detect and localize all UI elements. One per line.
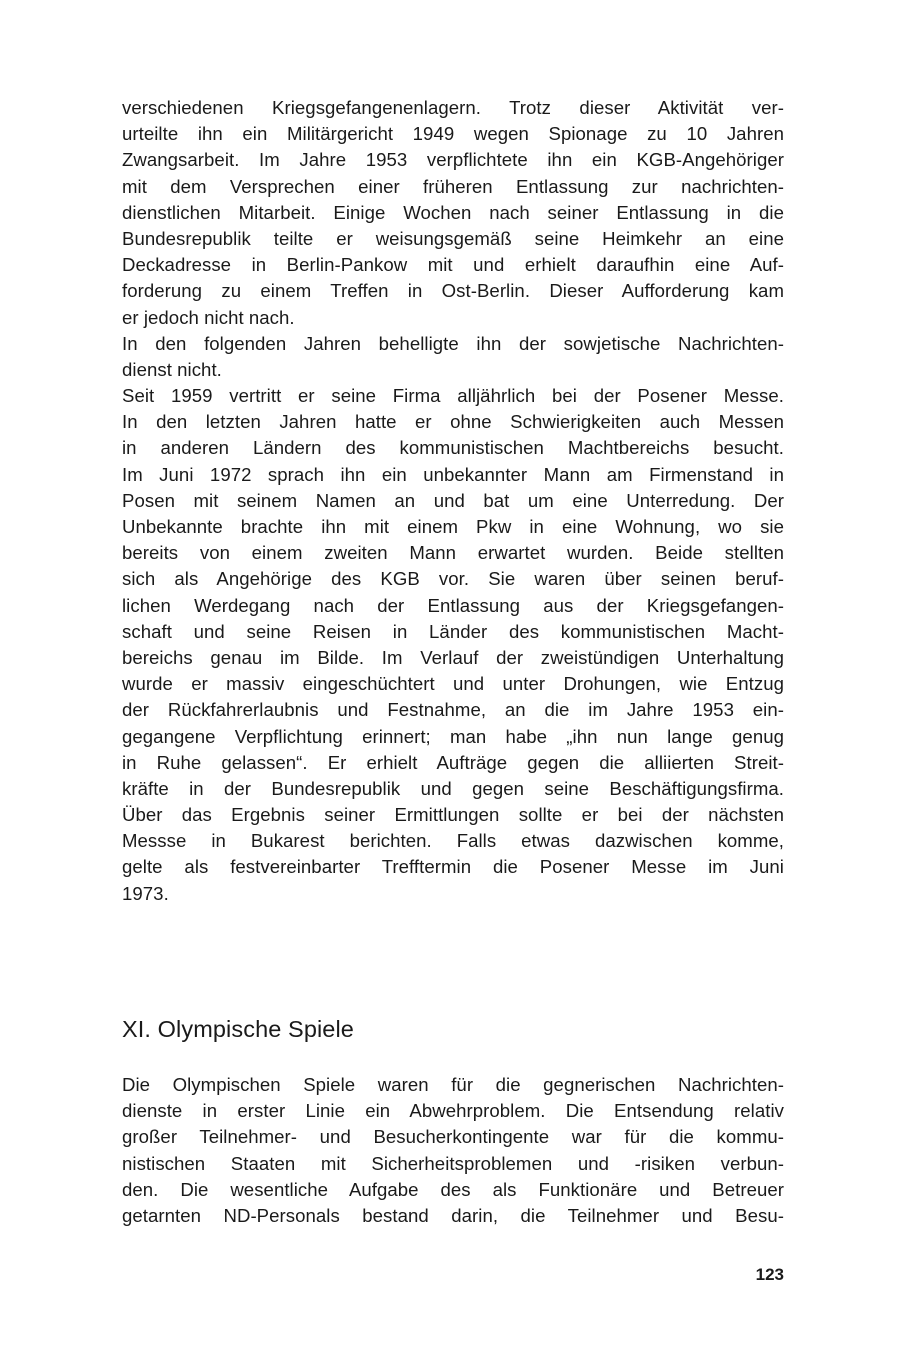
text-line: Zwangsarbeit. Im Jahre 1953 verpflichtete ihn ein KGB-Angehöriger	[122, 149, 784, 171]
section-heading: XI. Olympische Spiele	[122, 1016, 354, 1042]
text-line: gegangene Verpflichtung erinnert; man habe „ihn nun lange genug	[122, 725, 784, 747]
text-line: bereits von einem zweiten Mann erwartet wurden. Beide stellten	[122, 542, 784, 564]
text-line: er jedoch nicht nach.	[122, 306, 295, 328]
text-line: 1973.	[122, 882, 169, 904]
text-line: Unbekannte brachte ihn mit einem Pkw in eine Wohnung, wo sie	[122, 516, 784, 537]
text-line: in Ruhe gelassen“. Er erhielt Aufträge gegen die alliierten Streit-	[122, 751, 784, 773]
text-line: in anderen Ländern des kommunistischen Machtbereichs besucht.	[122, 437, 784, 459]
body-text-upper	[122, 95, 784, 907]
text-line: Messse in Bukarest berichten. Falls etwas dazwischen komme,	[122, 830, 784, 852]
text-line: schaft und seine Reisen in Länder des kommunistischen Macht-	[122, 620, 784, 642]
text-line: Die Olympischen Spiele waren für die gegnerischen Nachrichten-	[122, 1074, 784, 1095]
text-line: getarnten ND-Personals bestand darin, die Teilnehmer und Besu-	[122, 1204, 784, 1226]
text-line: In den letzten Jahren hatte er ohne Schwierigkeiten auch Messen	[122, 411, 784, 433]
text-line: In den folgenden Jahren behelligte ihn der sowjetische Nachrichten-	[122, 332, 784, 354]
text-line: Posen mit seinem Namen an und bat um eine Unterredung. Der	[122, 489, 784, 511]
text-line: dienstlichen Mitarbeit. Einige Wochen nach seiner Entlassung in die	[122, 201, 784, 223]
text-line: Bundesrepublik teilte er weisungsgemäß seine Heimkehr an eine	[122, 227, 784, 249]
text-line: dienste in erster Linie ein Abwehrproblem. Die Entsendung relativ	[122, 1100, 784, 1122]
text-line: dienst nicht.	[122, 358, 222, 380]
text-line: großer Teilnehmer- und Besucherkontingente war für die kommu-	[122, 1126, 784, 1148]
page-number: 123	[755, 1265, 784, 1284]
text-line: urteilte ihn ein Militärgericht 1949 wegen Spionage zu 10 Jahren	[122, 123, 784, 145]
text-line: wurde er massiv eingeschüchtert und unter Drohungen, wie Entzug	[122, 673, 784, 695]
text-line: lichen Werdegang nach der Entlassung aus der Kriegsgefangen-	[122, 594, 784, 616]
body-text-lower	[122, 1072, 784, 1229]
text-line: gelte als festvereinbarter Trefftermin die Posener Messe im Juni	[122, 856, 784, 878]
text-line: nistischen Staaten mit Sicherheitsproblemen und -risiken verbun-	[122, 1152, 784, 1174]
text-line: verschiedenen Kriegsgefangenenlagern. Trotz dieser Aktivität ver-	[122, 97, 784, 118]
text-line: kräfte in der Bundesrepublik und gegen seine Beschäftigungsfirma.	[122, 777, 784, 799]
text-line: den. Die wesentliche Aufgabe des als Funktionäre und Betreuer	[122, 1178, 784, 1200]
text-line: Im Juni 1972 sprach ihn ein unbekannter Mann am Firmenstand in	[122, 463, 784, 485]
text-line: sich als Angehörige des KGB vor. Sie waren über seinen beruf-	[122, 568, 784, 590]
text-line: mit dem Versprechen einer früheren Entlassung zur nachrichten-	[122, 175, 784, 197]
text-line: Seit 1959 vertritt er seine Firma alljährlich bei der Posener Messe.	[122, 385, 784, 407]
text-line: der Rückfahrerlaubnis und Festnahme, an die im Jahre 1953 ein-	[122, 699, 784, 721]
text-line: bereichs genau im Bilde. Im Verlauf der zweistündigen Unterhaltung	[122, 646, 784, 668]
text-line: forderung zu einem Treffen in Ost-Berlin. Dieser Aufforderung kam	[122, 280, 784, 302]
text-line: Über das Ergebnis seiner Ermittlungen sollte er bei der nächsten	[122, 804, 784, 826]
text-line: Deckadresse in Berlin-Pankow mit und erhielt daraufhin eine Auf-	[122, 254, 784, 276]
